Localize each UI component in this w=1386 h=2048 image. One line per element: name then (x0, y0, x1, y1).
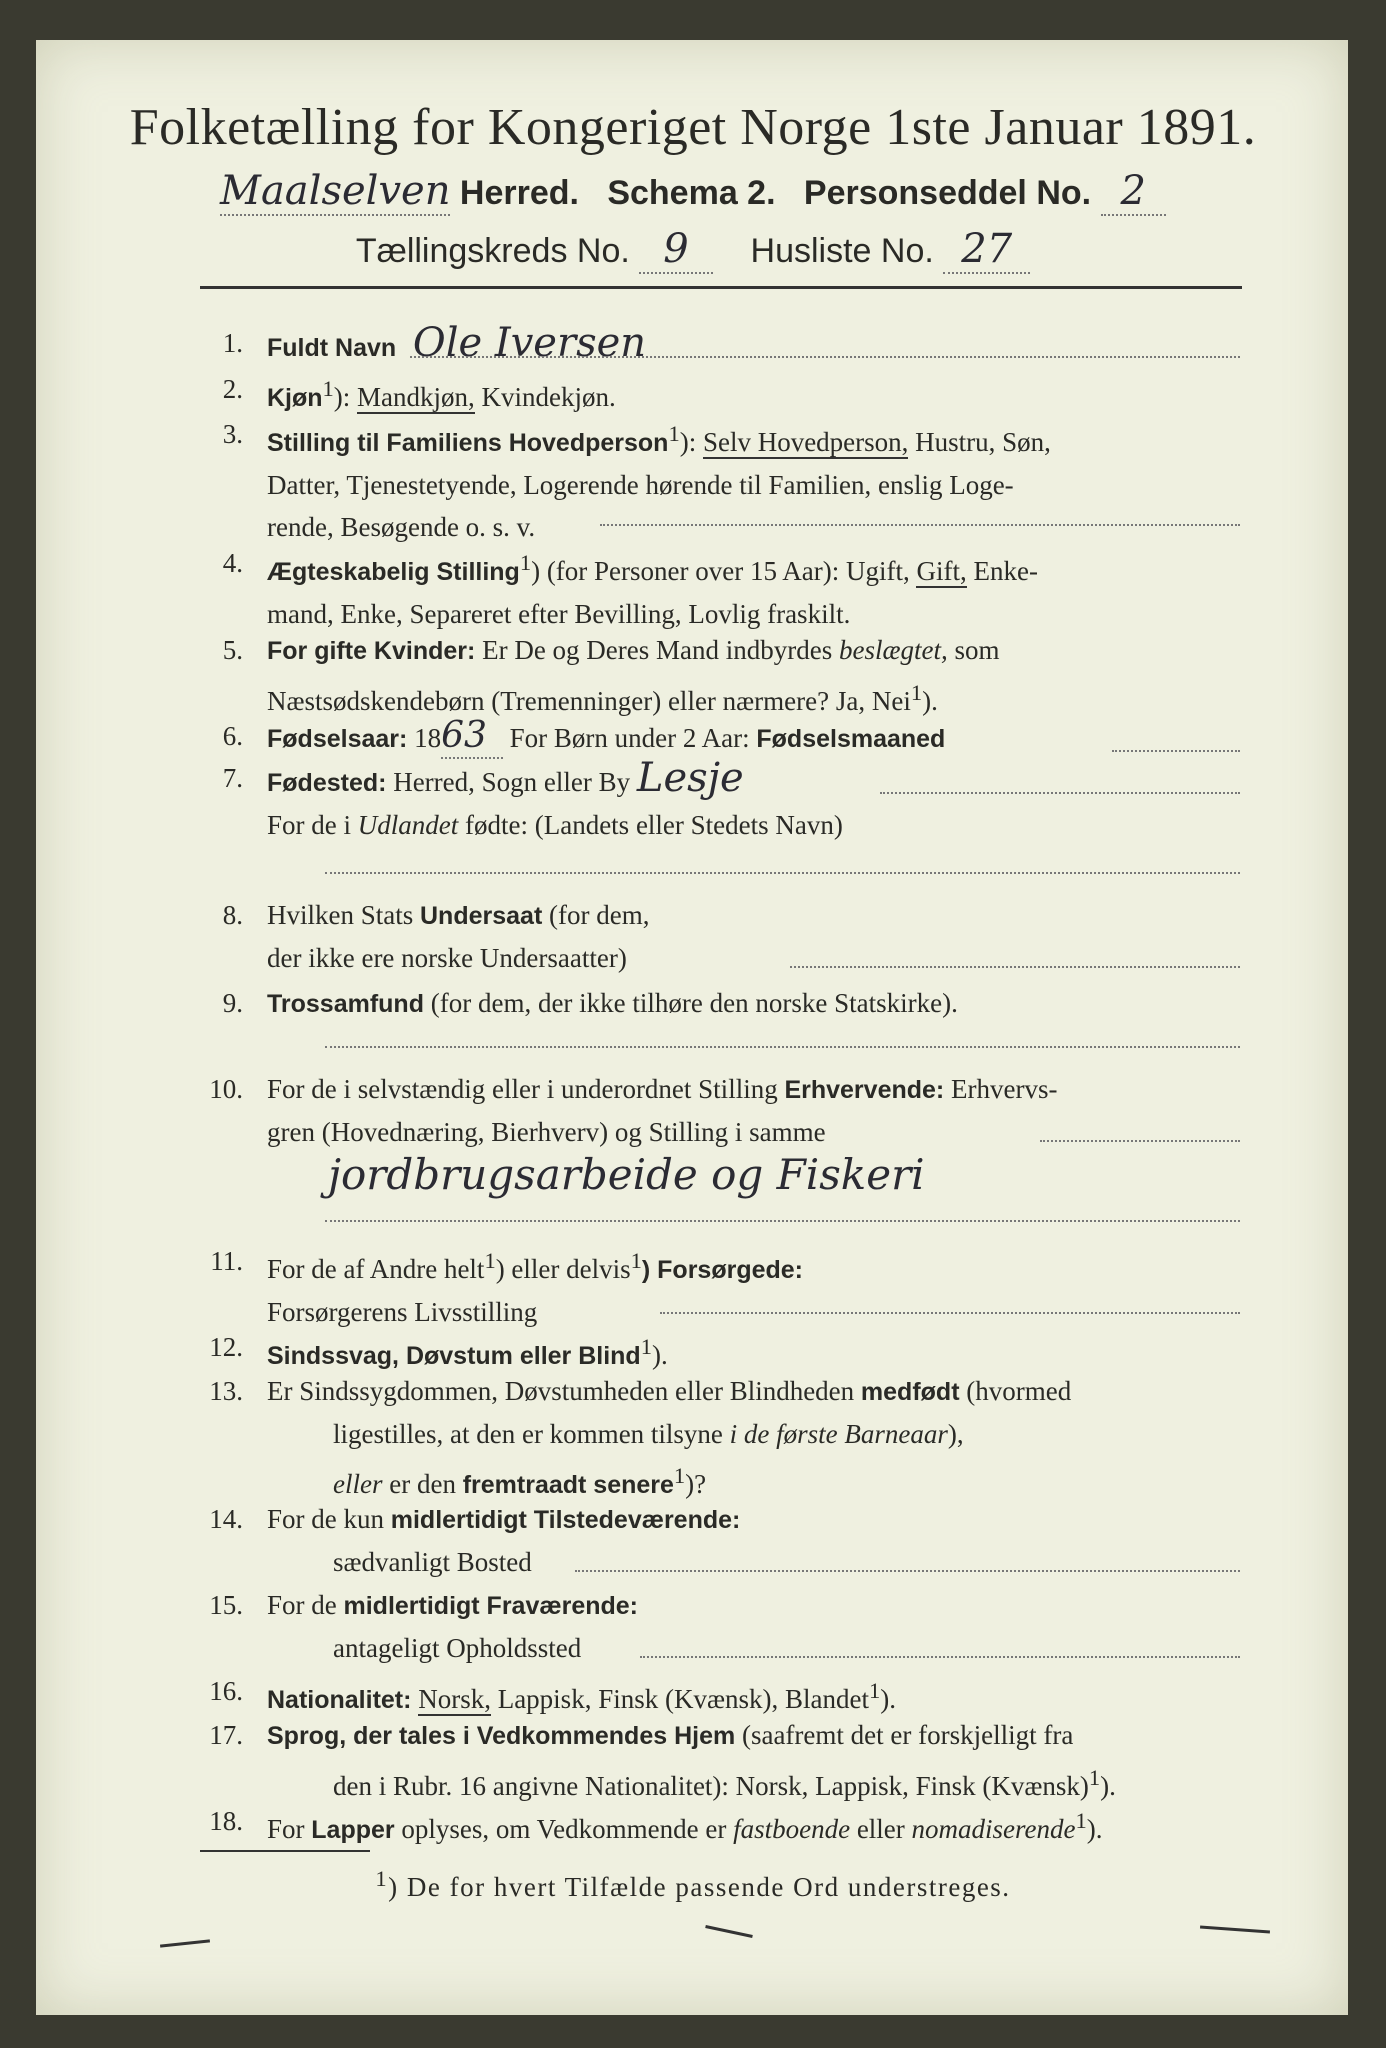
question-number: 6. (222, 721, 243, 751)
question-number: 11. (210, 1246, 243, 1276)
personseddel-value: 2 (1101, 168, 1166, 216)
footnote-ref: 1 (630, 1248, 642, 1273)
q3-line2: Datter, Tjenestetyende, Logerende hørende til Familien, enslig Loge- (267, 470, 1014, 500)
footnote (0, 1866, 1386, 1903)
footnote-ref: 1 (673, 1463, 686, 1488)
kreds-value: 9 (639, 226, 712, 274)
q2-option-selected: Mandkjøn, (357, 382, 475, 412)
q10-pre: For de i selvstændig eller i underordnet Stilling (267, 1074, 778, 1104)
q18-mid: oplyses, om Vedkommende er (401, 1814, 727, 1844)
question-number: 2. (222, 374, 243, 404)
q8-label: Undersaat (420, 902, 543, 930)
q5-label: For gifte Kvinder: (267, 637, 476, 665)
q11-label: ) Forsørgede: (641, 1256, 804, 1284)
q4-label: Ægteskabelig Stilling (267, 558, 520, 586)
q13-line2-end: ), (947, 1419, 964, 1449)
footnote-ref: 1 (910, 680, 923, 705)
q15-pre: For de (267, 1590, 337, 1620)
q2-option: Kvindekjøn. (481, 382, 616, 412)
q13-line2-pre: ligestilles, at den er kommen tilsyne (333, 1419, 723, 1449)
q16-end: ). (880, 1684, 896, 1714)
form-title: Folketælling for Kongeriget Norge 1ste Januar 1891. (129, 99, 1257, 156)
q14-label: midlertidigt Tilstedeværende: (390, 1506, 741, 1534)
kreds-husliste-line (0, 226, 1386, 274)
footnote-ref: 1 (1075, 1808, 1087, 1833)
q16-option-selected: Norsk, (418, 1684, 491, 1714)
q8-fill-line (790, 966, 1240, 968)
q5-text: Er De og Deres Mand indbyrdes (482, 635, 833, 665)
question-number: 4. (222, 548, 243, 578)
q9-label: Trossamfund (267, 990, 424, 1018)
footnote-ref: 1 (1088, 1765, 1101, 1790)
q13-line3-italic: eller (333, 1469, 383, 1499)
question-number: 13. (209, 1376, 243, 1406)
q17-line2-end: ). (1100, 1771, 1116, 1801)
q10-fill-line (1040, 1140, 1240, 1142)
header-rule (200, 286, 1242, 289)
footnote-rule (200, 1850, 370, 1852)
q2-label: Kjøn (267, 384, 323, 412)
question-number: 3. (222, 419, 243, 449)
q4-rest: Enke- (973, 556, 1038, 586)
q11-fill-line (660, 1312, 1240, 1314)
q11-pre: For de af Andre helt (267, 1254, 485, 1284)
question-number: 15. (209, 1590, 243, 1620)
q7-line2-pre: For de i (267, 810, 351, 840)
q9-fill-line (325, 1046, 1240, 1048)
q13-pre: Er Sindssygdommen, Døvstumheden eller Blindheden (267, 1376, 855, 1406)
footnote-ref: 1 (668, 421, 680, 446)
q10-value: jordbrugsarbeide og Fiskeri (328, 1150, 925, 1199)
q17-line2: den i Rubr. 16 angivne Nationalitet): Norsk, Lappisk, Finsk (Kvænsk) (333, 1771, 1089, 1801)
q18-pre: For (267, 1814, 305, 1844)
q6-label2: Fødselsmaaned (756, 725, 946, 753)
question-number: 18. (209, 1806, 243, 1836)
q6-year-prefix: 18 (414, 723, 442, 753)
personseddel-label: Personseddel No. (803, 174, 1092, 212)
q17-label: Sprog, der tales i Vedkommendes Hjem (267, 1722, 736, 1750)
q5-text-end: som (954, 635, 1000, 665)
q12-end: ). (651, 1340, 668, 1370)
q18-end: ). (1086, 1814, 1103, 1844)
q15-fill-line (640, 1656, 1240, 1658)
q8-line2: der ikke ere norske Undersaatter) (267, 943, 627, 973)
q6-text: For Børn under 2 Aar: (509, 723, 750, 753)
footnote-text: ) De for hvert Tilfælde passende Ord understreges. (388, 1872, 1011, 1902)
q10-end: Erhvervs- (951, 1074, 1058, 1104)
q15-line2: antageligt Opholdssted (333, 1633, 582, 1663)
question-number: 17. (209, 1720, 243, 1750)
question-number: 8. (222, 900, 243, 930)
q16-label: Nationalitet: (267, 1686, 412, 1714)
q7-text: Herred, Sogn eller By (393, 767, 631, 797)
q7-value: Lesje (636, 755, 744, 801)
q3-line3: rende, Besøgende o. s. v. (267, 512, 536, 542)
q6-fill-line (1112, 750, 1240, 752)
q11-line2: Forsørgerens Livsstilling (267, 1297, 538, 1327)
question-number: 10. (209, 1074, 243, 1104)
q15-label: midlertidigt Fraværende: (343, 1592, 638, 1620)
schema-label: Schema 2. (607, 174, 776, 212)
husliste-label: Husliste No. (750, 232, 934, 270)
q7-fill-line (880, 792, 1240, 794)
herred-schema-line (0, 168, 1386, 216)
q4-option-selected: Gift, (916, 556, 967, 586)
q18-italic1: fastboende (733, 1814, 851, 1844)
q13-label: medfødt (860, 1378, 960, 1406)
footnote-ref: 1 (484, 1248, 496, 1273)
q3-option-selected: Selv Hovedperson, (702, 427, 909, 457)
q16-options: Lappisk, Finsk (Kvænsk), Blandet (497, 1684, 869, 1714)
q8-pre: Hvilken Stats (267, 900, 414, 930)
husliste-value: 27 (943, 226, 1030, 274)
q13-line3-end: )? (685, 1469, 707, 1499)
q8-text: (for dem, (549, 900, 650, 930)
footnote-ref: 1 (640, 1334, 652, 1359)
q12-label: Sindssvag, Døvstum eller Blind (267, 1342, 641, 1370)
question-number: 7. (222, 763, 243, 793)
q10-label: Erhvervende: (784, 1076, 945, 1104)
q1-fill-line (410, 356, 1240, 358)
q3-fill-line (600, 524, 1240, 526)
q5-line2: Næstsødskendebørn (Tremenninger) eller nærmere? Ja, Nei (267, 686, 911, 716)
q7-line2-end: fødte: (Landets eller Stedets Navn) (465, 810, 843, 840)
q7-fill-line-2 (325, 872, 1240, 874)
q18-mid2: eller (856, 1814, 905, 1844)
q17-end: (saafremt det er forskjelligt fra (741, 1720, 1074, 1750)
q5-text-italic: beslægtet, (839, 635, 948, 665)
q3-sep: ): (679, 427, 697, 457)
question-number: 9. (222, 988, 243, 1018)
q5-line2-end: ). (922, 686, 938, 716)
q11-mid: ) eller delvis (495, 1254, 631, 1284)
footnote-ref: 1 (868, 1678, 881, 1703)
footnote-ref: 1 (519, 550, 532, 575)
kreds-label: Tællingskreds No. (355, 232, 630, 270)
q14-line2: sædvanligt Bosted (333, 1547, 532, 1577)
question-number: 16. (209, 1676, 243, 1706)
q7-label: Fødested: (267, 769, 387, 797)
q4-line2: mand, Enke, Separeret efter Bevilling, Lovlig fraskilt. (267, 599, 851, 629)
q13-line2-italic: i de første Barneaar (729, 1419, 948, 1449)
q13-end: (hvormed (966, 1376, 1072, 1406)
q10-fill-line-2 (325, 1220, 1240, 1222)
q14-fill-line (575, 1570, 1240, 1572)
q10-line2: gren (Hovednæring, Bierhverv) og Stilling i samme (267, 1117, 826, 1147)
q2-sep: ): (333, 382, 351, 412)
q3-label: Stilling til Familiens Hovedperson (267, 429, 669, 457)
q18-label: Lapper (311, 1816, 395, 1844)
question-number: 5. (222, 635, 243, 665)
q1-label: Fuldt Navn (267, 334, 397, 362)
question-number: 14. (209, 1504, 243, 1534)
question-number: 1. (222, 328, 243, 358)
herred-label: Herred. (459, 174, 579, 212)
q13-line3-label: fremtraadt senere (462, 1471, 674, 1499)
q6-year-value: 63 (441, 715, 503, 759)
q18-italic2: nomadiserende (911, 1814, 1076, 1844)
herred-value: Maalselven (220, 168, 451, 214)
q4-pre: ) (for Personer over 15 Aar): Ugift, (531, 556, 910, 586)
footnote-sup: 1 (375, 1866, 389, 1891)
question-number: 12. (209, 1332, 243, 1362)
q3-options: Hustru, Søn, (915, 427, 1051, 457)
q13-line3-mid: er den (389, 1469, 456, 1499)
footnote-ref: 1 (322, 376, 334, 401)
q7-line2-italic: Udlandet (357, 810, 459, 840)
q1-value: Ole Iversen (412, 320, 647, 366)
q6-label: Fødselsaar: (267, 725, 408, 753)
q14-pre: For de kun (267, 1504, 384, 1534)
q9-text: (for dem, der ikke tilhøre den norske Statskirke). (430, 988, 958, 1018)
